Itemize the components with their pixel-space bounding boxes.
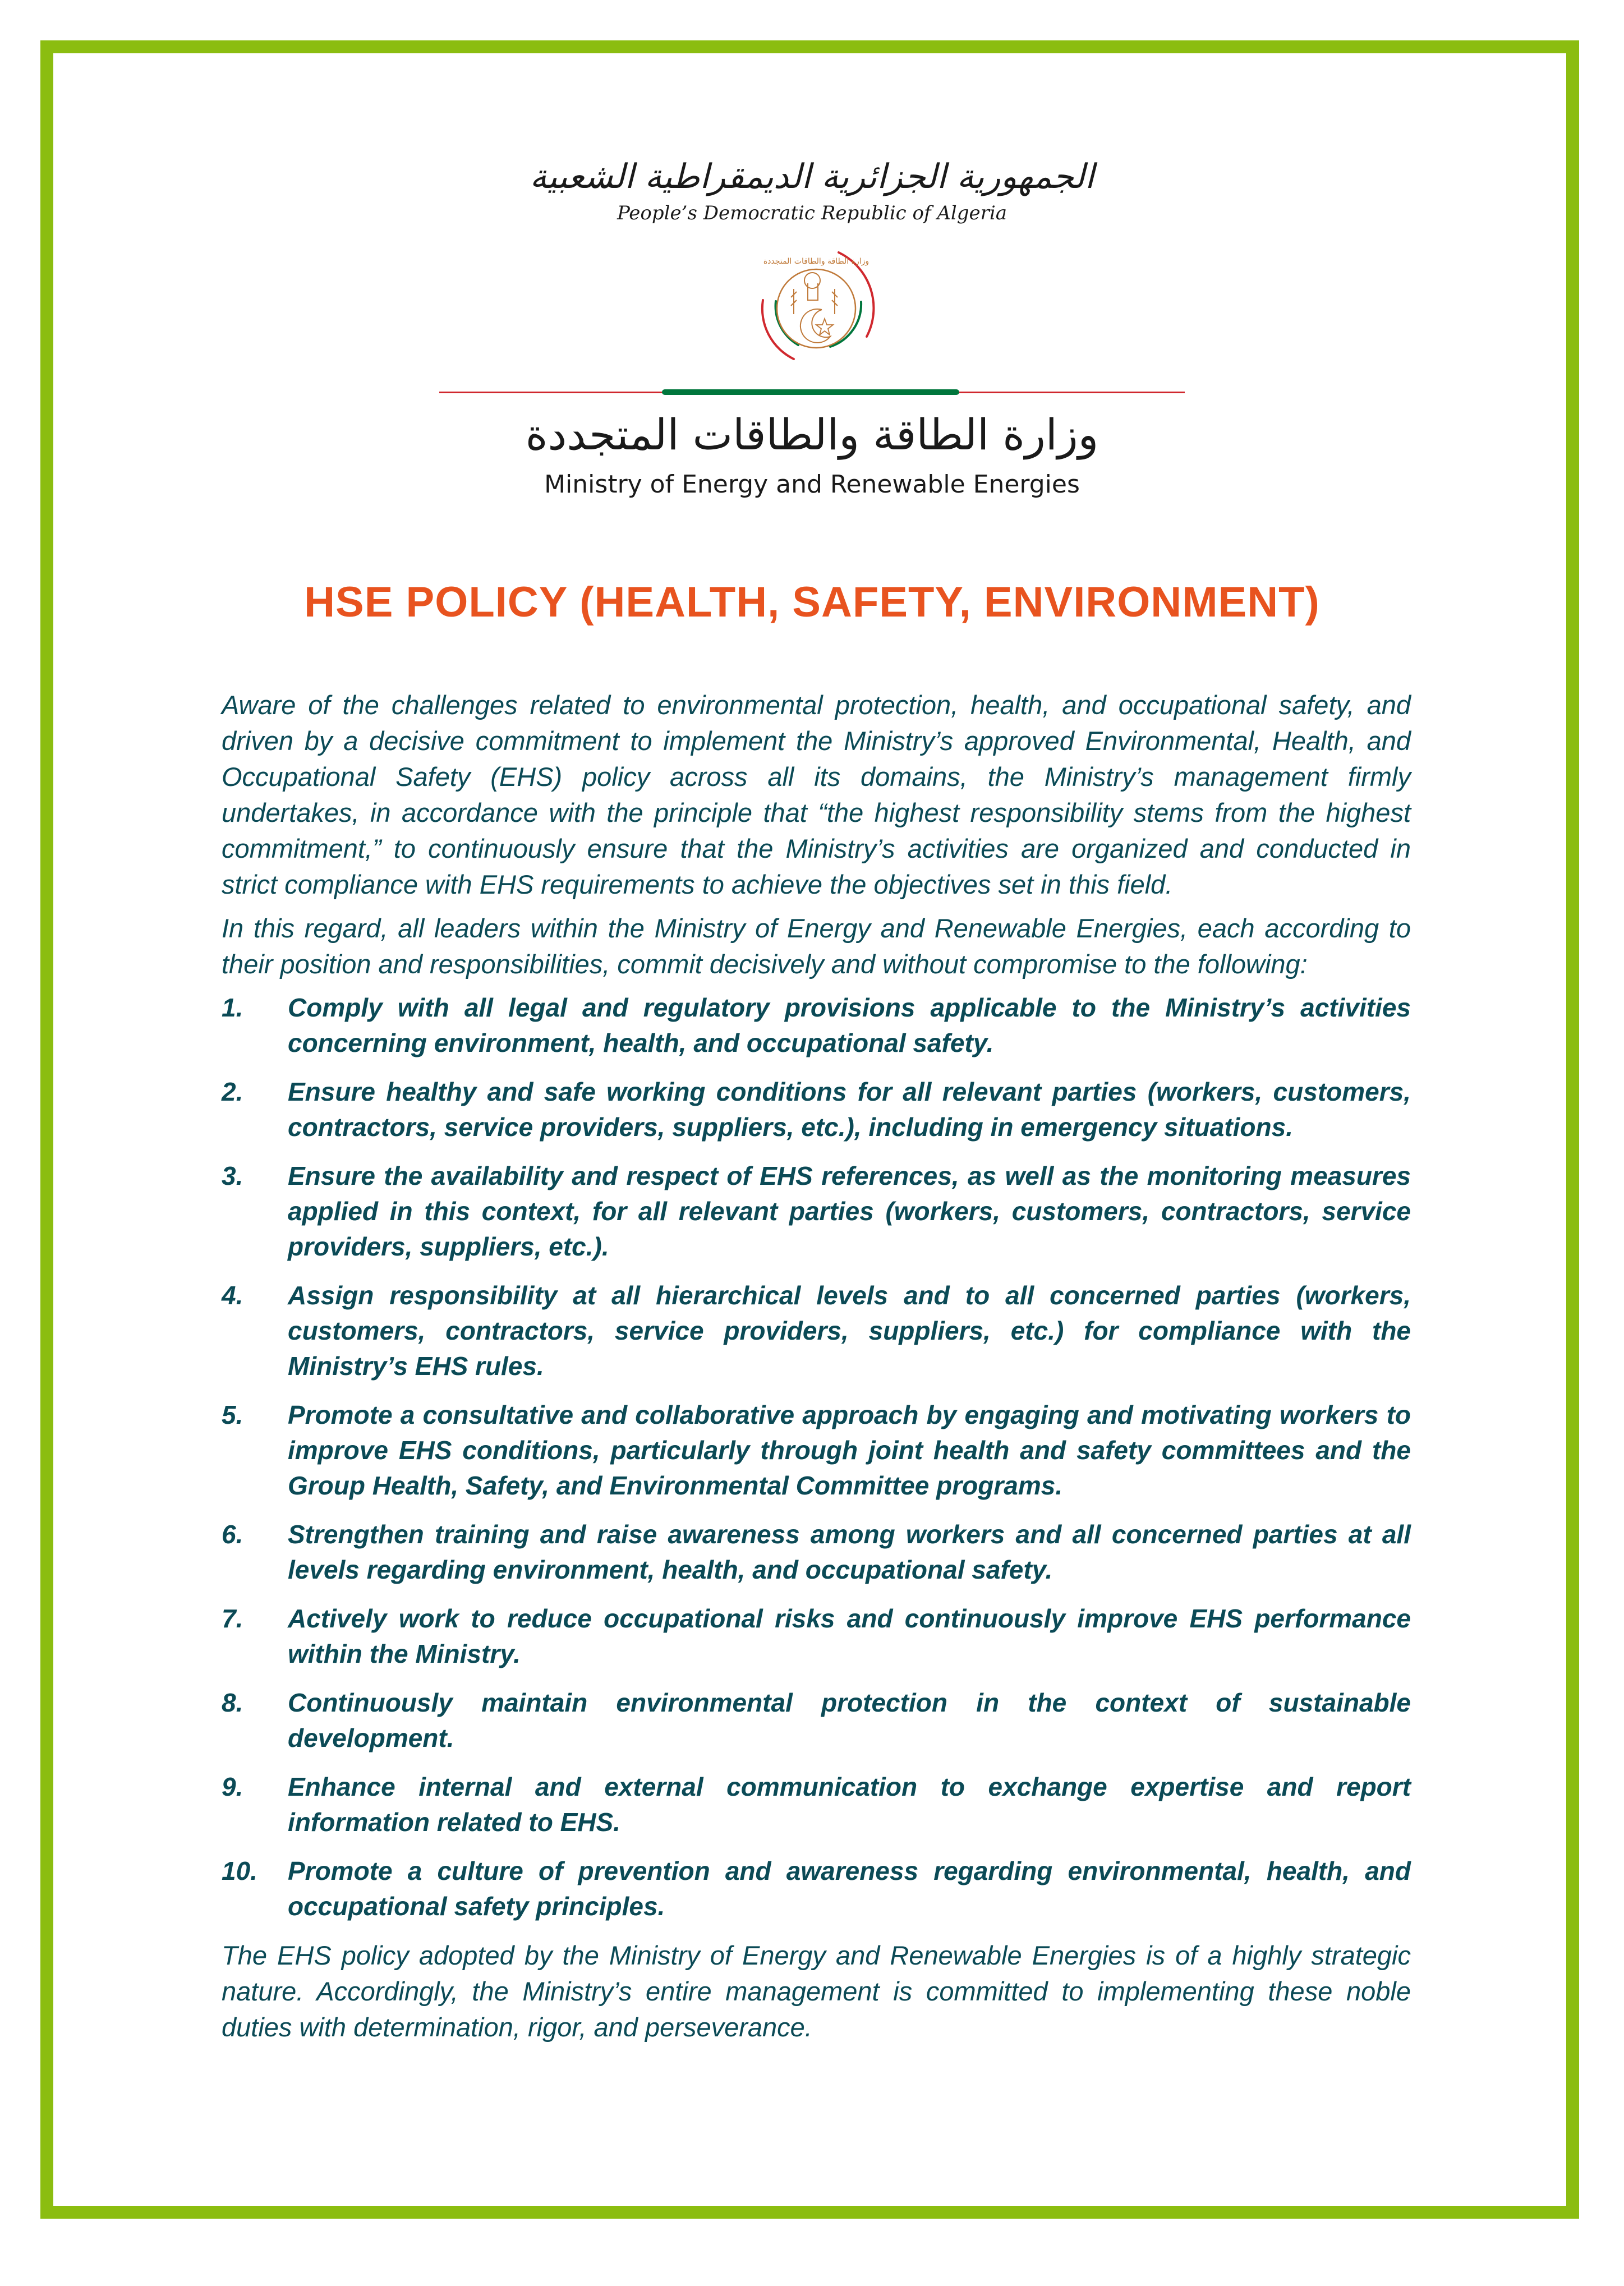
list-item [222, 1278, 1411, 1384]
item-text: Promote a consultative and collaborative approach by engaging and motivating workers to improve EHS conditions, particularly through joint health and safety committees and the Group Health, Safety, and Environmental Committee programs. [288, 1400, 1411, 1500]
list-item [222, 1517, 1411, 1588]
list-item [222, 1397, 1411, 1503]
ministry-name-arabic: وزارة الطاقة والطاقات المتجددة [525, 410, 1099, 459]
policy-body [222, 687, 1411, 2053]
item-number: 10. [222, 1856, 257, 1885]
item-text: Enhance internal and external communication to exchange expertise and report information related to EHS. [288, 1772, 1411, 1837]
republic-name-arabic: الجمهورية الجزائرية الديمقراطية الشعبية [530, 157, 1094, 196]
svg-text:وزارة الطاقة والطاقات المتجددة: وزارة الطاقة والطاقات المتجددة [763, 257, 869, 266]
item-number: 4. [222, 1281, 243, 1310]
commitments-list [222, 990, 1411, 1924]
list-item [222, 1685, 1411, 1756]
list-item [222, 1769, 1411, 1840]
list-item [222, 990, 1411, 1061]
list-item [222, 1601, 1411, 1672]
item-text: Assign responsibility at all hierarchical levels and to all concerned parties (workers, customers, contractors, service providers, suppliers, etc.) for compliance with the Ministry’s EHS rules. [288, 1281, 1411, 1381]
list-item [222, 1074, 1411, 1145]
ministry-emblem-icon [740, 247, 886, 370]
item-number: 3. [222, 1161, 243, 1190]
item-text: Ensure healthy and safe working conditions for all relevant parties (workers, customers, contractors, service providers, suppliers, etc.), including in emergency situations. [288, 1077, 1411, 1142]
list-item [222, 1853, 1411, 1924]
item-text: Promote a culture of prevention and awareness regarding environmental, health, and occupational safety principles. [288, 1856, 1411, 1921]
item-text: Ensure the availability and respect of EHS references, as well as the monitoring measures applied in this context, for all relevant parties (workers, customers, contractors, service providers, suppliers, etc.). [288, 1161, 1411, 1261]
intro-paragraph: Aware of the challenges related to environmental protection, health, and occupational safety, and driven by a decisive commitment to implement the Ministry’s approved Environmental, Health, and Occupational Safety (EHS) policy across all its domains, the Ministry’s management firmly undertakes, in accordance with the principle that “the highest responsibility stems from the highest commitment,” to continuously ensure that the Ministry’s activities are organized and conducted in strict compliance with EHS requirements to achieve the objectives set in this field. [222, 690, 1411, 899]
item-number: 1. [222, 993, 243, 1022]
item-number: 9. [222, 1772, 243, 1801]
item-text: Continuously maintain environmental protection in the context of sustainable development. [288, 1688, 1411, 1753]
item-number: 8. [222, 1688, 243, 1717]
ministry-name-english: Ministry of Energy and Renewable Energies [544, 470, 1080, 499]
list-item [222, 1158, 1411, 1264]
page-title: HSE POLICY (HEALTH, SAFETY, ENVIRONMENT) [304, 578, 1320, 626]
item-number: 5. [222, 1400, 243, 1429]
item-number: 7. [222, 1604, 243, 1633]
item-number: 2. [222, 1077, 243, 1106]
header-divider-green [662, 389, 959, 395]
item-text: Actively work to reduce occupational risks and continuously improve EHS performance within the Ministry. [288, 1604, 1411, 1668]
item-text: Comply with all legal and regulatory provisions applicable to the Ministry’s activities concerning environment, health, and occupational safety. [288, 993, 1411, 1057]
lead-in-paragraph: In this regard, all leaders within the Ministry of Energy and Renewable Energies, each according to their position and responsibilities, commit decisively and without compromise to the following: [222, 913, 1411, 979]
item-number: 6. [222, 1520, 243, 1549]
closing-paragraph: The EHS policy adopted by the Ministry of Energy and Renewable Energies is of a highly strategic nature. Accordingly, the Ministry’s entire management is committed to implementing these noble duties with determination, rigor, and perseverance. [222, 1940, 1411, 2042]
republic-name-english: People’s Democratic Republic of Algeria [617, 202, 1007, 224]
item-text: Strengthen training and raise awareness among workers and all concerned parties at all levels regarding environment, health, and occupational safety. [288, 1520, 1411, 1584]
